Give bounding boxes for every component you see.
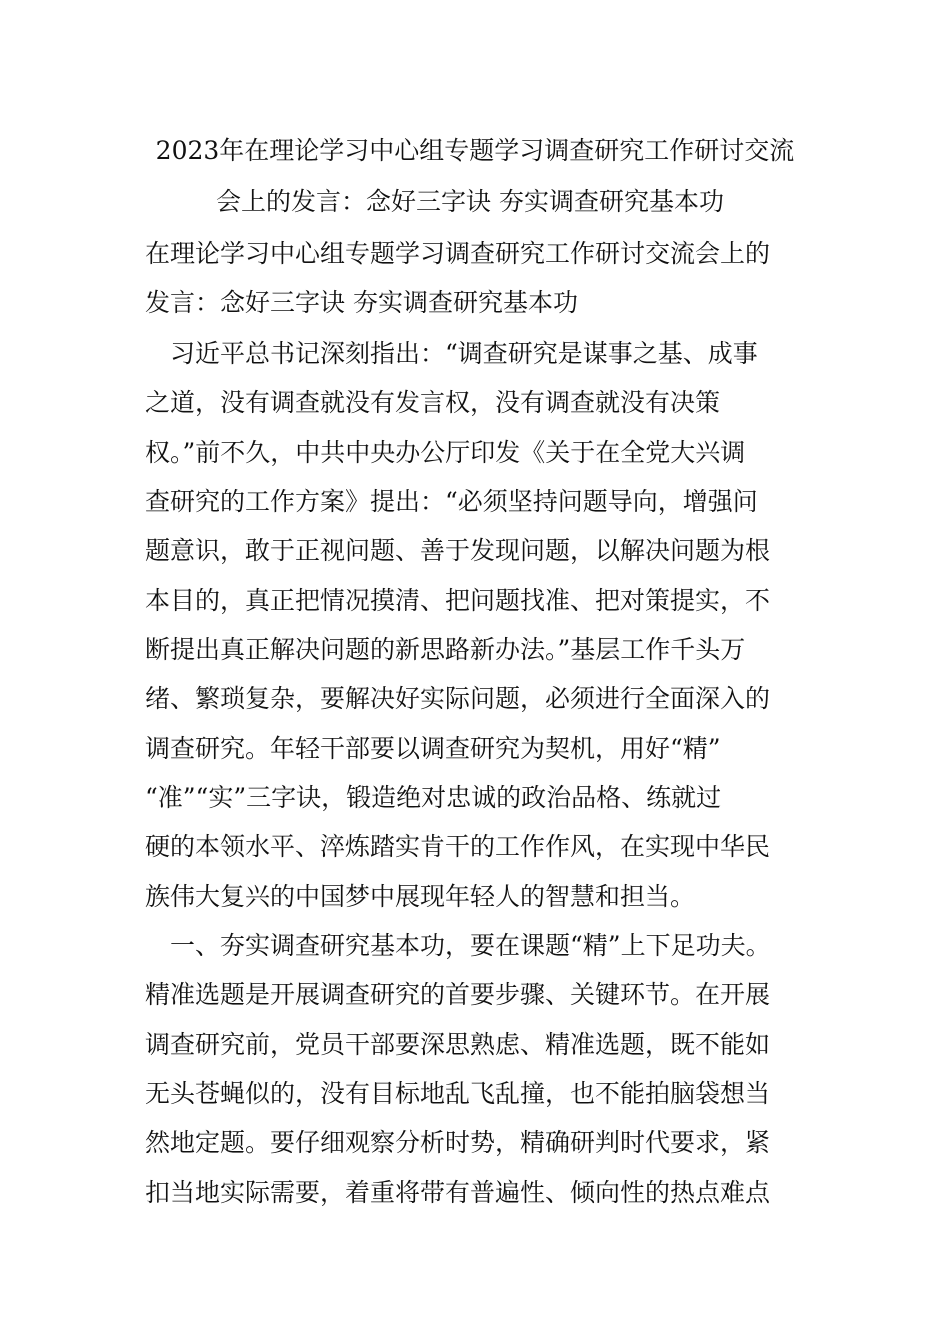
- paragraph-2-line: 调查研究前，党员干部要深思熟虑、精准选题，既不能如: [145, 1030, 771, 1059]
- subtitle-line-1: 在理论学习中心组专题学习调查研究工作研讨交流会上的: [145, 239, 771, 268]
- paragraph-1-line: 习近平总书记深刻指出：“调查研究是谋事之基、成事: [145, 339, 758, 368]
- document-title-line-1: 2023年在理论学习中心组专题学习调查研究工作研讨交流: [155, 136, 795, 165]
- paragraph-1-line: 断提出真正解决问题的新思路新办法。”基层工作千头万: [145, 635, 746, 664]
- paragraph-1-line: “准”“实”三字诀，锻造绝对忠诚的政治品格、练就过: [145, 783, 722, 812]
- paragraph-1-line: 硬的本领水平、淬炼踏实肯干的工作作风，在实现中华民: [145, 832, 771, 861]
- subtitle-line-2: 发言：念好三字诀 夯实调查研究基本功: [145, 288, 578, 317]
- paragraph-1-line: 调查研究。年轻干部要以调查研究为契机，用好“精”: [145, 734, 721, 763]
- paragraph-1-line: 权。”前不久，中共中央办公厅印发《关于在全党大兴调: [145, 438, 746, 467]
- paragraph-2-line: 一、夯实调查研究基本功，要在课题“精”上下足功夫。: [145, 931, 771, 960]
- paragraph-2-line: 无头苍蝇似的，没有目标地乱飞乱撞，也不能拍脑袋想当: [145, 1079, 771, 1108]
- paragraph-1-line: 查研究的工作方案》提出：“必须坚持问题导向，增强问: [145, 487, 758, 516]
- paragraph-1-line: 本目的，真正把情况摸清、把问题找准、把对策提实，不: [145, 586, 771, 615]
- paragraph-1-line: 之道，没有调查就没有发言权，没有调查就没有决策: [145, 388, 721, 417]
- paragraph-1-line: 族伟大复兴的中国梦中展现年轻人的智慧和担当。: [145, 882, 696, 911]
- paragraph-2-line: 然地定题。要仔细观察分析时势，精确研判时代要求，紧: [145, 1128, 771, 1157]
- paragraph-2-line: 精准选题是开展调查研究的首要步骤、关键环节。在开展: [145, 980, 771, 1009]
- paragraph-1-line: 题意识，敢于正视问题、善于发现问题，以解决问题为根: [145, 536, 771, 565]
- paragraph-1-line: 绪、繁琐复杂，要解决好实际问题，必须进行全面深入的: [145, 684, 771, 713]
- document-title-line-2: 会上的发言：念好三字诀 夯实调查研究基本功: [216, 187, 724, 216]
- paragraph-2-line: 扣当地实际需要，着重将带有普遍性、倾向性的热点难点: [145, 1178, 771, 1207]
